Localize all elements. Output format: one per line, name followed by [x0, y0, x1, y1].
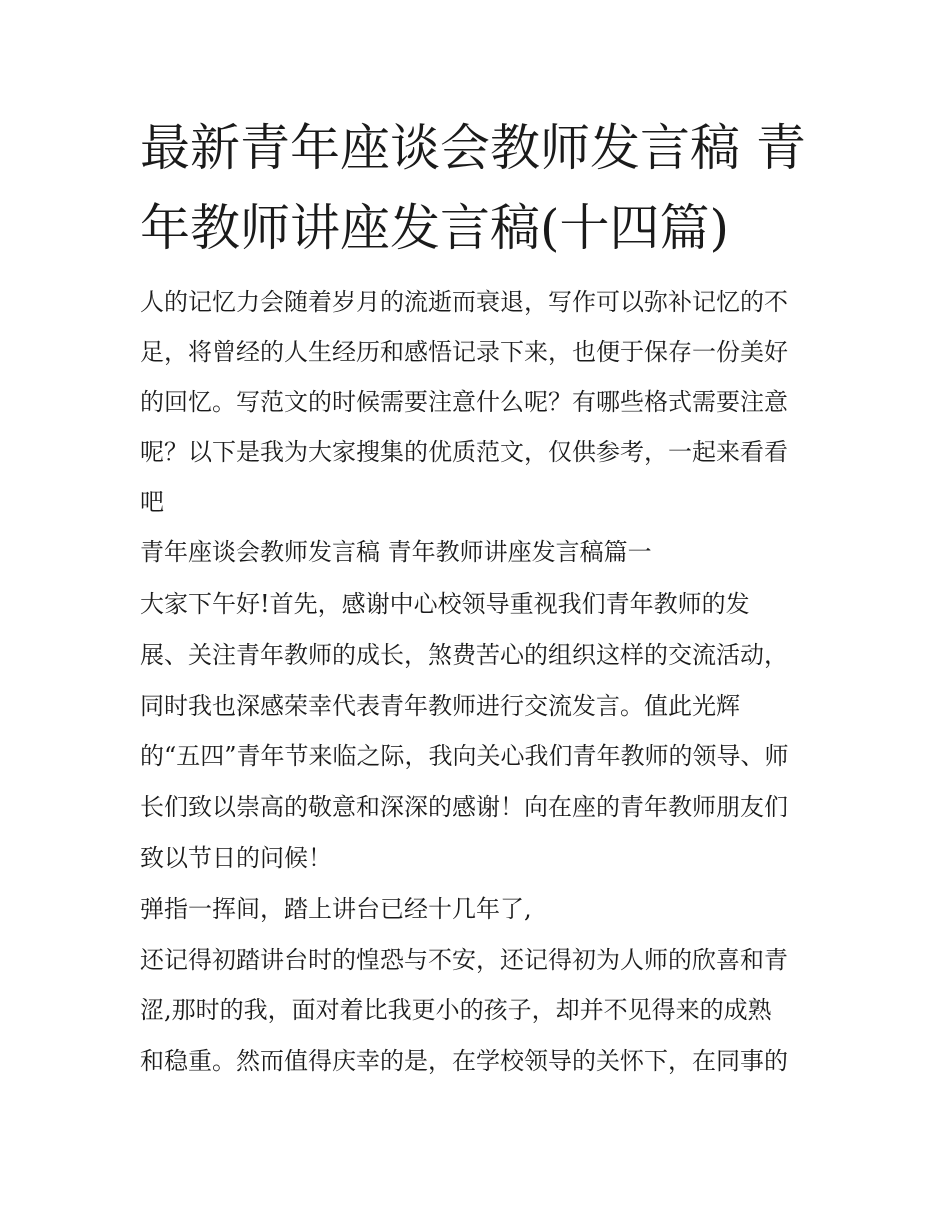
speech-paragraph-line: 弹指一挥间，踏上讲台已经十几年了, — [140, 895, 532, 923]
speech-paragraph-line: 展、关注青年教师的成长，煞费苦心的组织这样的交流活动， — [140, 641, 788, 669]
intro-paragraph-line: 的回忆。写范文的时候需要注意什么呢？有哪些格式需要注意 — [140, 388, 788, 416]
document-title-line-1: 最新青年座谈会教师发言稿 青 — [140, 119, 806, 177]
speech-paragraph-line: 还记得初踏讲台时的惶恐与不安，还记得初为人师的欣喜和青 — [140, 946, 788, 974]
intro-paragraph-line: 呢？以下是我为大家搜集的优质范文，仅供参考，一起来看看 — [140, 438, 788, 466]
speech-paragraph-line: 的“五四”青年节来临之际，我向关心我们青年教师的领导、师 — [140, 742, 789, 770]
section-heading: 青年座谈会教师发言稿 青年教师讲座发言稿篇一 — [140, 538, 652, 566]
speech-paragraph-line: 长们致以崇高的敬意和深深的感谢！向在座的青年教师朋友们 — [140, 793, 788, 821]
intro-paragraph-line: 吧 — [140, 488, 164, 516]
intro-paragraph-line: 足，将曾经的人生经历和感悟记录下来，也便于保存一份美好 — [140, 338, 788, 366]
speech-paragraph-line: 致以节日的问候！ — [140, 844, 332, 872]
speech-paragraph-line: 大家下午好!首先，感谢中心校领导重视我们青年教师的发 — [140, 590, 750, 618]
speech-paragraph-line: 和稳重。然而值得庆幸的是，在学校领导的关怀下，在同事的 — [140, 1047, 788, 1075]
intro-paragraph-line: 人的记忆力会随着岁月的流逝而衰退，写作可以弥补记忆的不 — [140, 288, 788, 316]
speech-paragraph-line: 同时我也深感荣幸代表青年教师进行交流发言。值此光辉 — [140, 692, 740, 720]
document-title-line-2: 年教师讲座发言稿(十四篇) — [140, 199, 730, 257]
speech-paragraph-line: 涩,那时的我，面对着比我更小的孩子，却并不见得来的成熟 — [140, 996, 772, 1024]
